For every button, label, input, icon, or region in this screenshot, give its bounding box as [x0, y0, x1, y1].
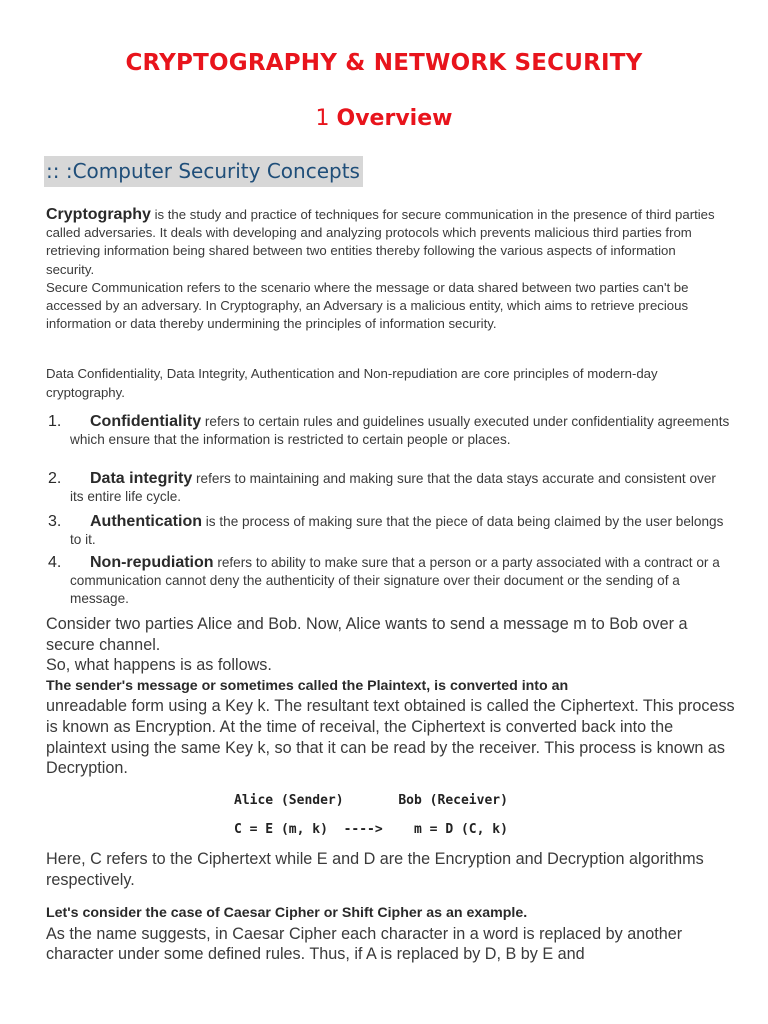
secure-communication-text: Secure Communication refers to the scenario where the message or data shared between two parties can't be accessed by an adversary. In Cryptography, an Adversary is a malicious entity, which aims to retrieve precious information or data thereby undermining the principles of information security. [46, 279, 689, 332]
encryption-description: unreadable form using a Key k. The resultant text obtained is called the Ciphertext. This process is known as Encryption. At the time of receival, the Ciphertext is converted back into the plaintext using the same Key k, so that it can be read by the receiver. This process is known as Decryption. [46, 697, 735, 778]
chapter-number: 1 [315, 106, 330, 131]
list-item-number: 2. [48, 470, 62, 487]
intro-lead-term: Cryptography [46, 206, 151, 223]
intro-paragraph [46, 206, 726, 333]
scenario-paragraph [46, 614, 736, 779]
list-item-text: is the process of making sure that the piece of data being claimed by the user belongs to it. [70, 514, 724, 547]
list-item-text: refers to certain rules and guidelines usually executed under confidentiality agreements which ensure that the information is restricted to certain people or places. [70, 414, 730, 447]
intro-text: is the study and practice of techniques for secure communication in the presence of third parties called adversaries. It deals with developing and analyzing protocols which prevents malicious third parties from retrieving information being shared between two entities thereby following the various aspects of information security. [46, 207, 715, 277]
chapter-heading [0, 106, 768, 131]
caesar-bold-line: Let's consider the case of Caesar Cipher or Shift Cipher as an example. [46, 905, 528, 921]
code-header: Alice (Sender) Bob (Receiver) [234, 793, 508, 808]
list-item-number: 3. [48, 513, 62, 530]
list-item-term: Confidentiality [90, 413, 202, 430]
list-item-term: Authentication [90, 513, 202, 530]
list-item-text: refers to maintaining and making sure that the data stays accurate and consistent over its entire life cycle. [70, 471, 716, 504]
principles-intro: Data Confidentiality, Data Integrity, Authentication and Non-repudiation are core principles of modern-day cryptography. [46, 366, 658, 400]
list-item-term: Data integrity [90, 470, 193, 487]
code-formula: C = E (m, k) ----> m = D (C, k) [234, 822, 508, 837]
caesar-paragraph [46, 903, 736, 965]
list-item-term: Non-repudiation [90, 554, 214, 571]
scenario-line-2: So, what happens is as follows. [46, 656, 272, 675]
list-item-text: refers to ability to make sure that a person or a party associated with a contract or a communication cannot deny the authenticity of their signature over their document or the sending of a message. [70, 555, 720, 606]
list-item-number: 1. [48, 413, 62, 430]
section-heading: :: :Computer Security Concepts [44, 156, 363, 187]
caesar-text: As the name suggests, in Caesar Cipher each character in a word is replaced by another character under some defined rules. Thus, if A is replaced by D, B by E and [46, 924, 683, 964]
chapter-title: Overview [336, 106, 453, 131]
scenario-line-1: Consider two parties Alice and Bob. Now, Alice wants to send a message m to Bob over a secure channel. [46, 615, 688, 654]
explanation-paragraph: Here, C refers to the Ciphertext while E and D are the Encryption and Decryption algorithms respectively. [46, 850, 704, 889]
list-item-number: 4. [48, 554, 62, 571]
document-title: CRYPTOGRAPHY & NETWORK SECURITY [125, 50, 643, 76]
plaintext-bold-line: The sender's message or sometimes called the Plaintext, is converted into an [46, 677, 569, 694]
